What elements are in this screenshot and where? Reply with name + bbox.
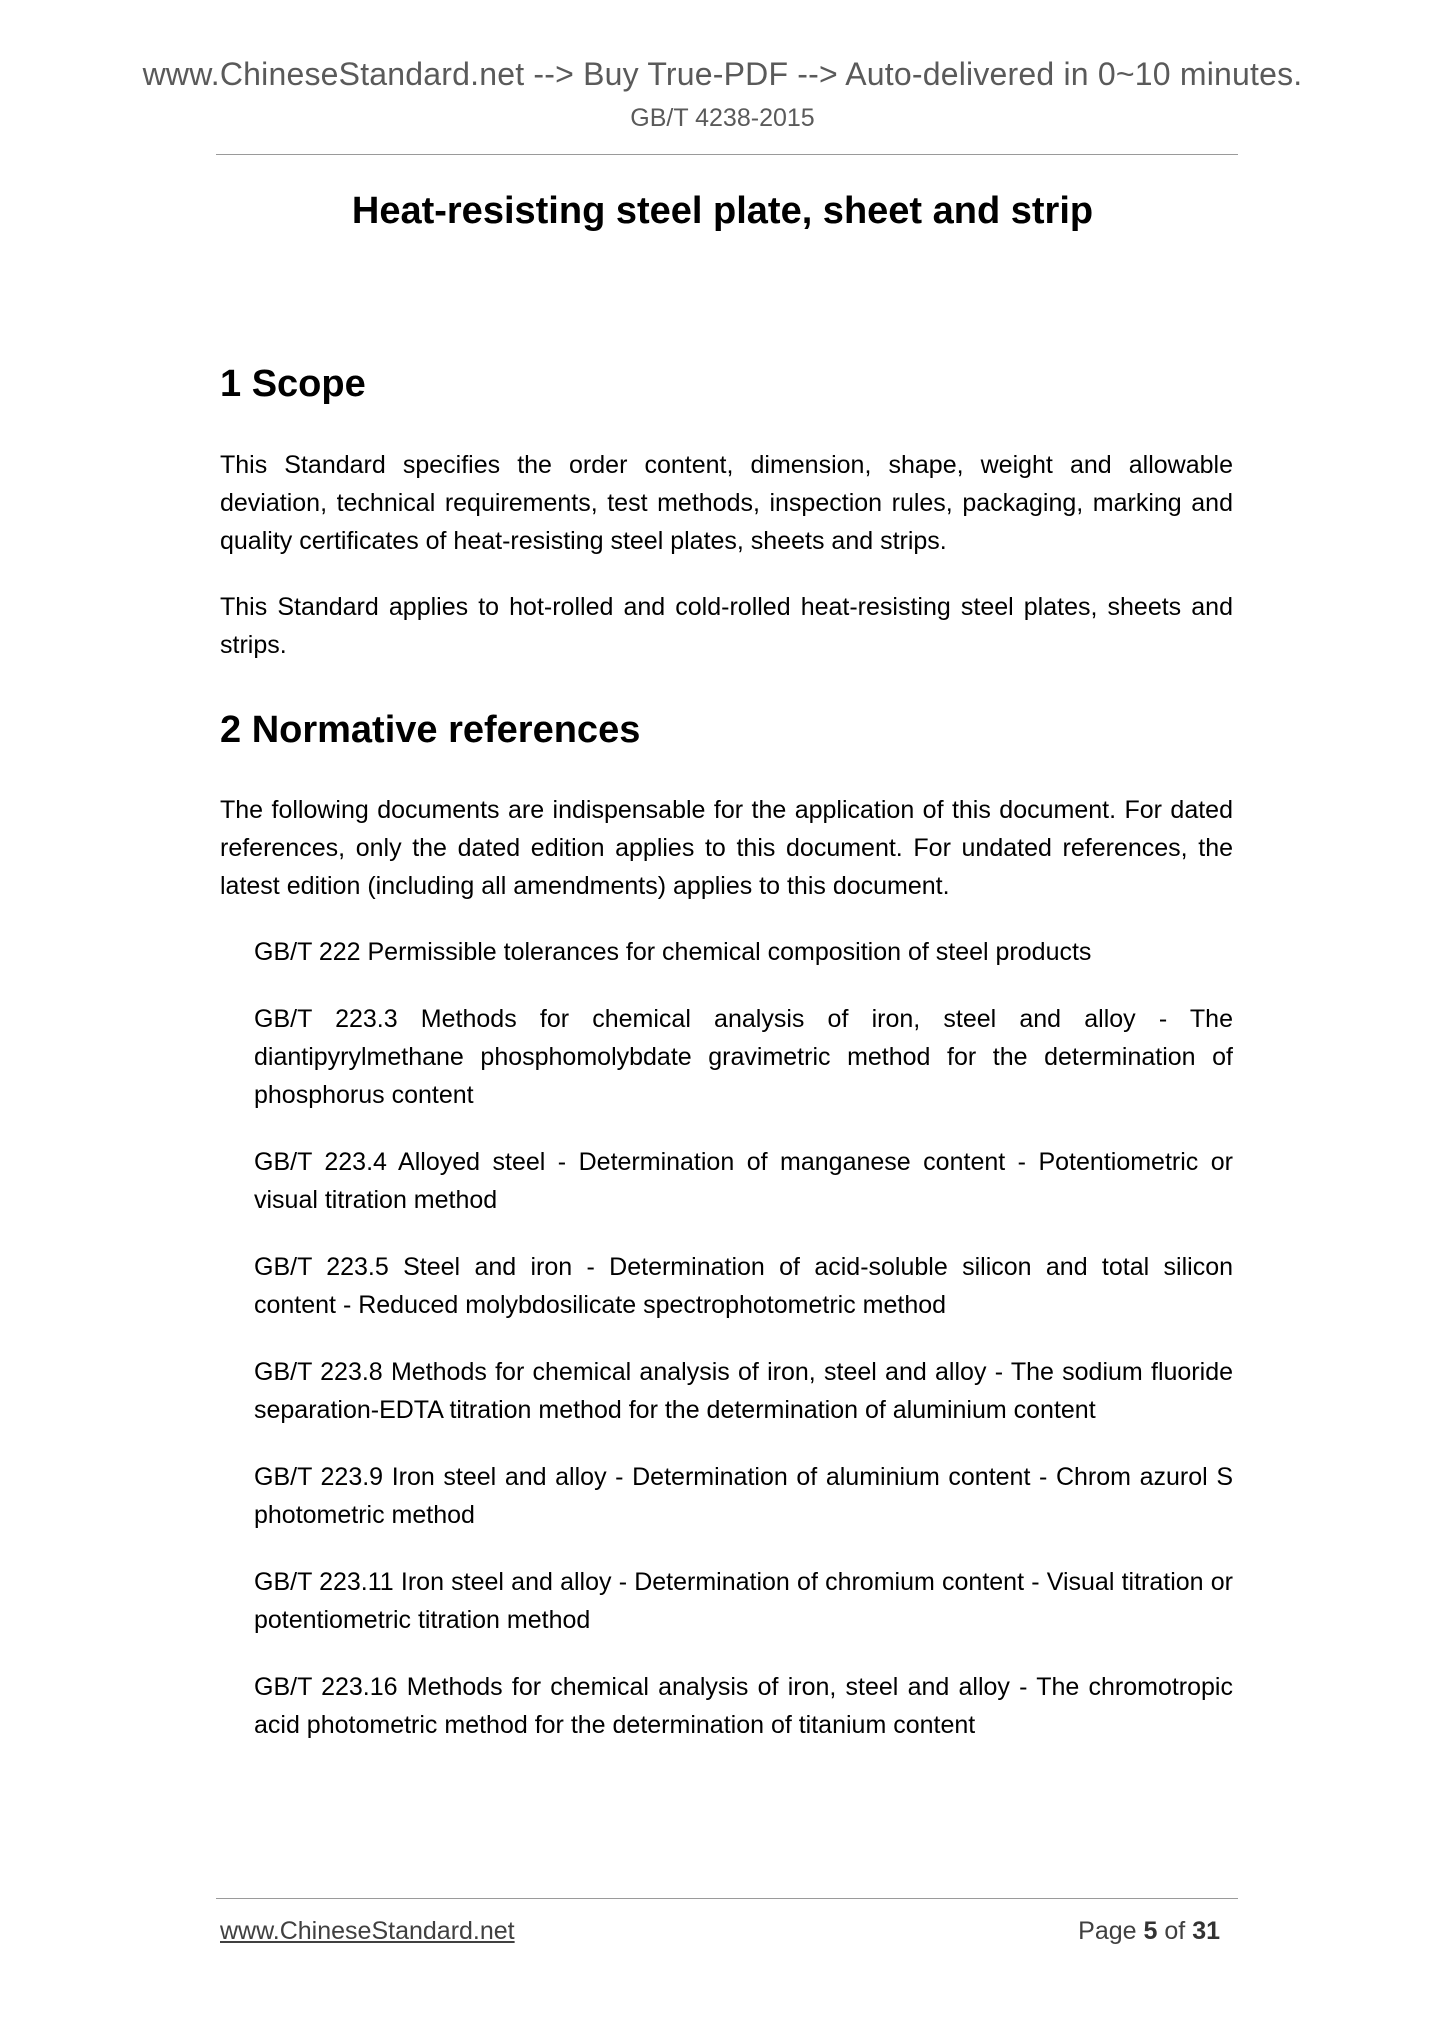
reference-item: GB/T 223.9 Iron steel and alloy - Determination of aluminium content - Chrom azurol S photometric method (254, 1463, 1233, 1530)
page-current: 5 (1143, 1917, 1158, 1945)
section-heading-normative-references: 2 Normative references (220, 708, 641, 751)
scope-paragraph: This Standard applies to hot-rolled and cold-rolled heat-resisting steel plates, sheets and strips. (220, 592, 1233, 659)
reference-item: GB/T 223.4 Alloyed steel - Determination of manganese content - Potentiometric or visual titration method (254, 1148, 1233, 1215)
header-banner: www.ChineseStandard.net --> Buy True-PDF --> Auto-delivered in 0~10 minutes. (142, 56, 1303, 92)
page-prefix: Page (1078, 1917, 1137, 1945)
normative-references-intro: The following documents are indispensable for the application of this document. For dated references, only the dated edition applies to this document. For undated references, the latest edition (including all amendments) applies to this document. (220, 796, 1233, 901)
page-of: of (1164, 1917, 1186, 1945)
page-indicator (1078, 1917, 1220, 1946)
reference-item: GB/T 223.11 Iron steel and alloy - Determination of chromium content - Visual titration or potentiometric titration method (254, 1568, 1233, 1635)
standard-code: GB/T 4238-2015 (630, 104, 815, 132)
document-body (220, 362, 1233, 1773)
reference-item: GB/T 223.8 Methods for chemical analysis of iron, steel and alloy - The sodium fluoride separation-EDTA titration method for the determination of aluminium content (254, 1358, 1233, 1425)
reference-item: GB/T 222 Permissible tolerances for chemical composition of steel products (254, 938, 1092, 967)
reference-item: GB/T 223.16 Methods for chemical analysis of iron, steel and alloy - The chromotropic acid photometric method for the determination of titanium content (254, 1673, 1233, 1740)
section-heading-scope: 1 Scope (220, 363, 366, 405)
footer-divider (216, 1898, 1238, 1899)
reference-item: GB/T 223.3 Methods for chemical analysis of iron, steel and alloy - The diantipyrylmethane phosphomolybdate gravimetric method for the determination of phosphorus content (254, 1005, 1233, 1110)
reference-item: GB/T 223.5 Steel and iron - Determination of acid-soluble silicon and total silicon content - Reduced molybdosilicate spectrophotometric method (254, 1253, 1233, 1320)
scope-paragraph: This Standard specifies the order content, dimension, shape, weight and allowable deviation, technical requirements, test methods, inspection rules, packaging, marking and quality certificates of heat-resisting steel plates, sheets and strips. (220, 450, 1233, 555)
document-title: Heat-resisting steel plate, sheet and strip (351, 190, 1094, 232)
reference-list (220, 933, 1233, 1744)
header-divider (216, 154, 1238, 155)
footer-site-link[interactable]: www.ChineseStandard.net (220, 1917, 515, 1945)
page-total: 31 (1192, 1917, 1220, 1945)
